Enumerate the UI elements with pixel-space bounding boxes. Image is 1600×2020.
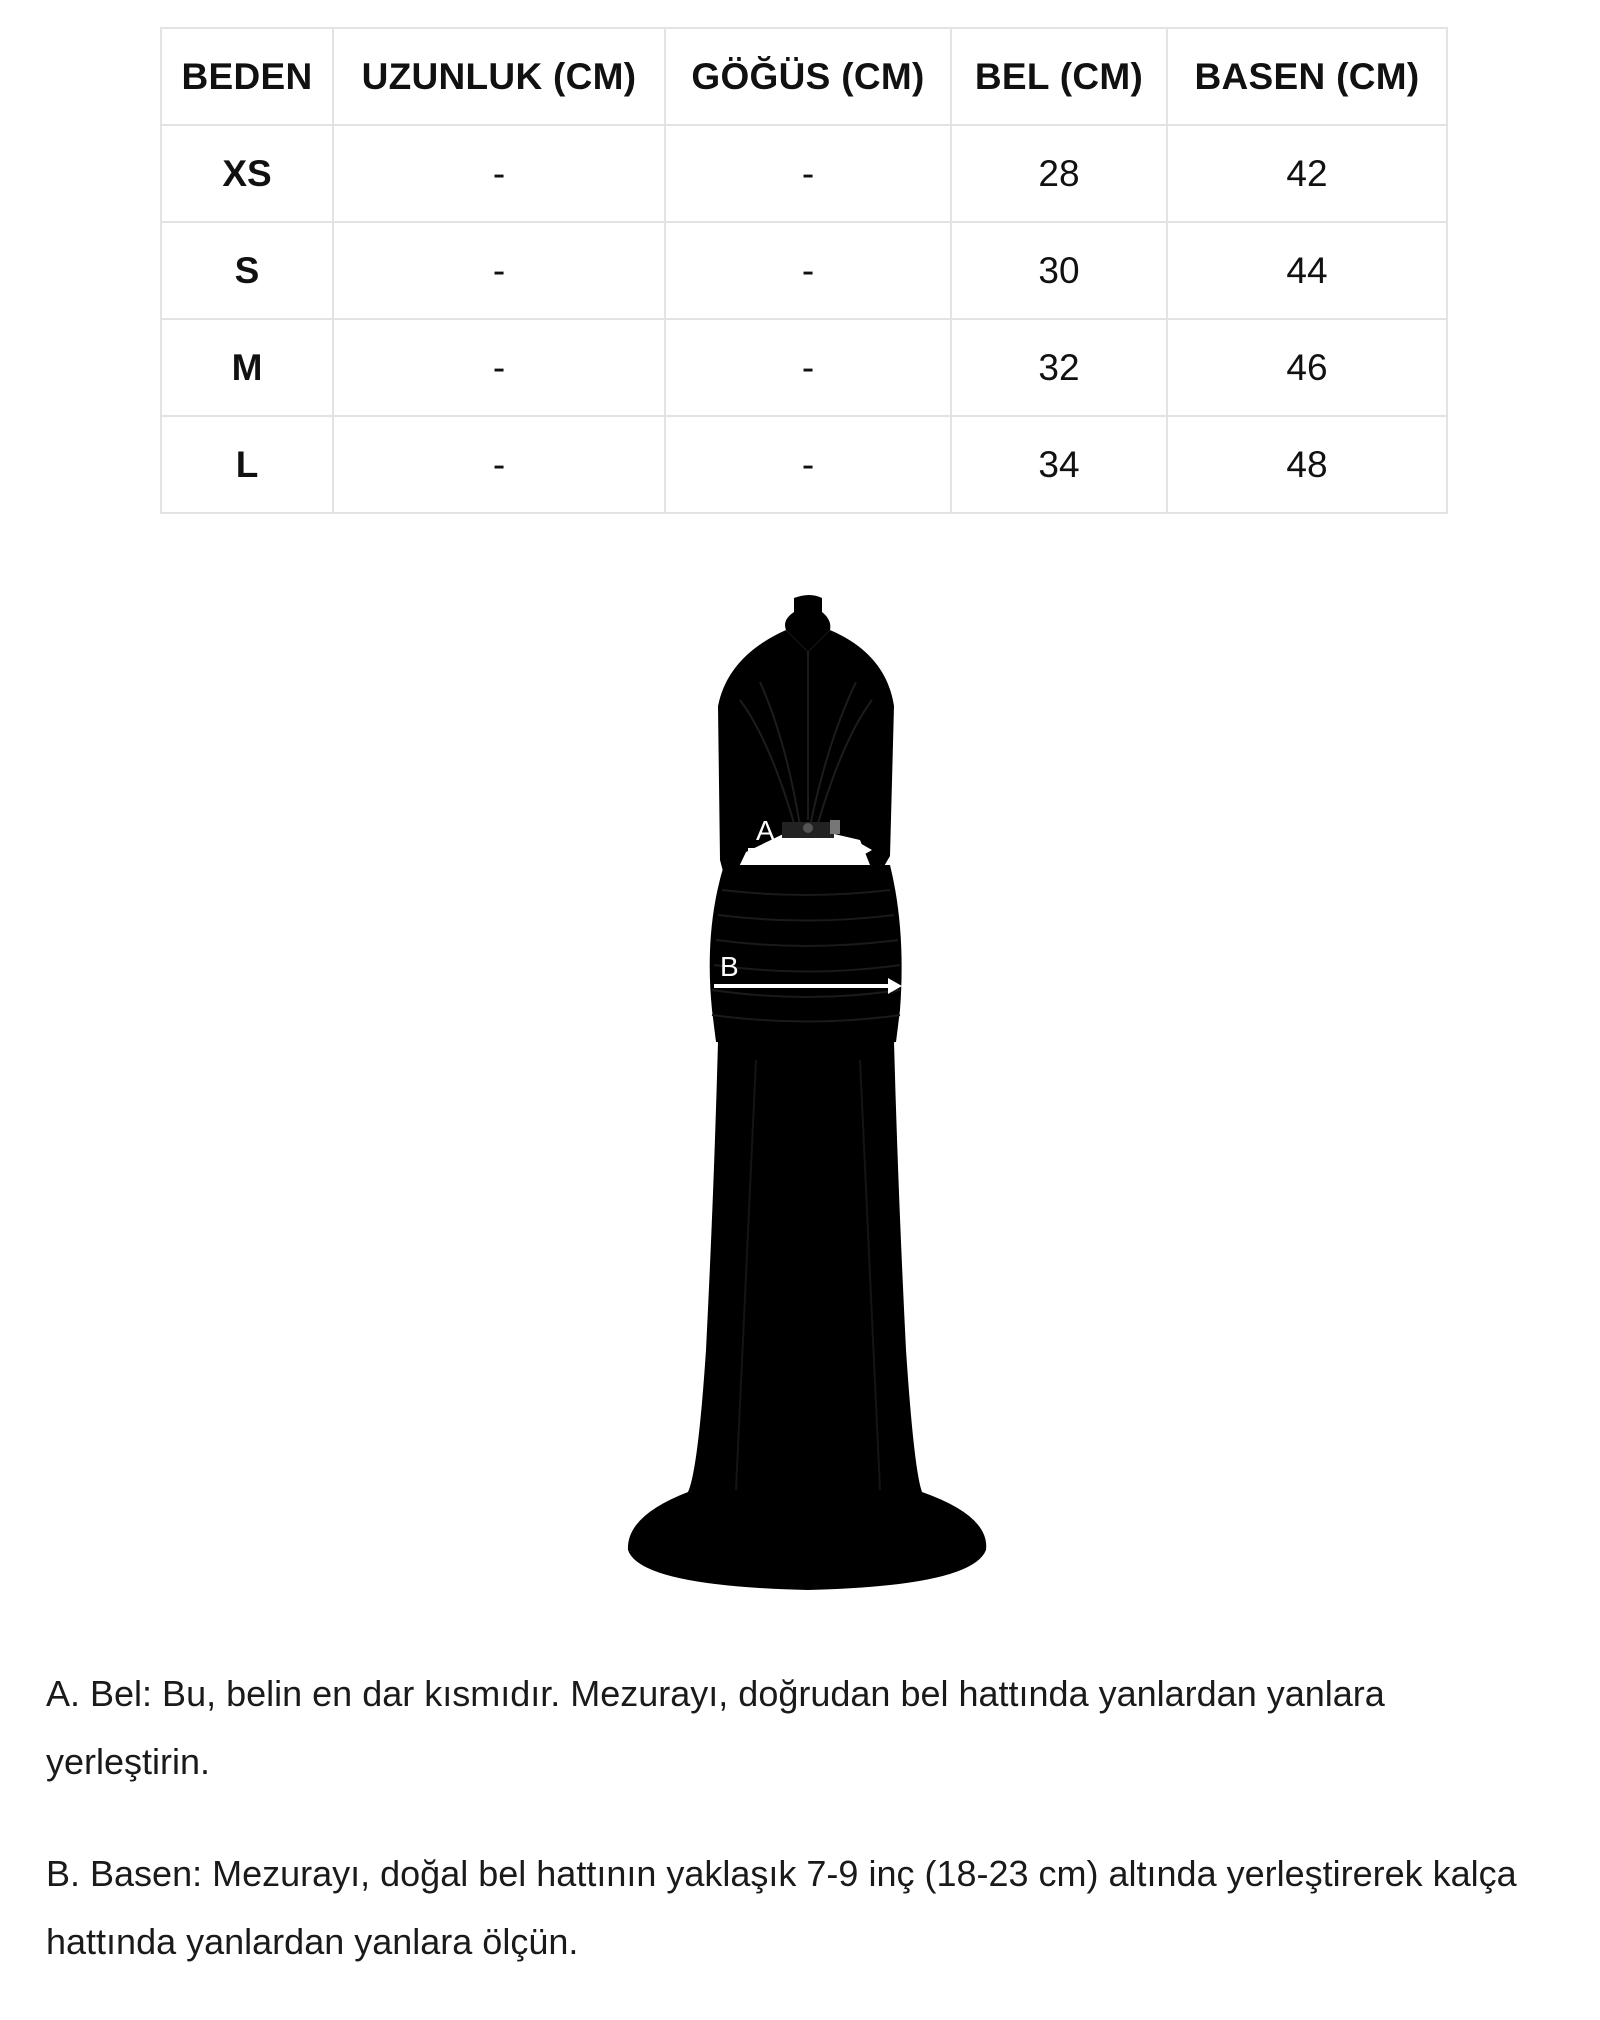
table-header-row	[161, 28, 1447, 125]
label-tag	[830, 820, 840, 834]
dress-measurement-figure	[560, 590, 1040, 1600]
waist-cell: 28	[951, 125, 1167, 222]
length-cell: -	[333, 319, 665, 416]
size-cell: S	[161, 222, 333, 319]
hip-cell: 42	[1167, 125, 1447, 222]
size-cell: L	[161, 416, 333, 513]
hip-cell: 46	[1167, 319, 1447, 416]
dress-mermaid-skirt	[628, 1042, 986, 1590]
waist-cell: 34	[951, 416, 1167, 513]
header-hip: BASEN (CM)	[1167, 28, 1447, 125]
measurement-notes	[46, 1660, 1556, 2020]
hip-cell: 44	[1167, 222, 1447, 319]
size-chart-table	[160, 27, 1448, 514]
length-cell: -	[333, 416, 665, 513]
header-size: BEDEN	[161, 28, 333, 125]
dress-illustration	[560, 590, 1040, 1600]
chest-cell: -	[665, 222, 951, 319]
note-waist: A. Bel: Bu, belin en dar kısmıdır. Mezurayı, doğrudan bel hattında yanlardan yanlara yerleştirin.	[46, 1673, 1385, 1782]
table-row	[161, 222, 1447, 319]
length-cell: -	[333, 222, 665, 319]
marker-b-label: B	[720, 951, 739, 982]
table-row	[161, 416, 1447, 513]
size-cell: XS	[161, 125, 333, 222]
table-row	[161, 319, 1447, 416]
waist-cell: 30	[951, 222, 1167, 319]
waist-cell: 32	[951, 319, 1167, 416]
note-hip: B. Basen: Mezurayı, doğal bel hattının yaklaşık 7-9 inç (18-23 cm) altında yerleştirerek kalça hattında yanlardan yanlara ölçün.	[46, 1853, 1517, 1962]
length-cell: -	[333, 125, 665, 222]
size-cell: M	[161, 319, 333, 416]
header-chest: GÖĞÜS (CM)	[665, 28, 951, 125]
marker-a-label: A	[756, 815, 775, 846]
table-row	[161, 125, 1447, 222]
header-length: UZUNLUK (CM)	[333, 28, 665, 125]
chest-cell: -	[665, 416, 951, 513]
chest-cell: -	[665, 319, 951, 416]
hip-cell: 48	[1167, 416, 1447, 513]
chest-cell: -	[665, 125, 951, 222]
header-waist: BEL (CM)	[951, 28, 1167, 125]
brooch-detail	[803, 823, 813, 833]
